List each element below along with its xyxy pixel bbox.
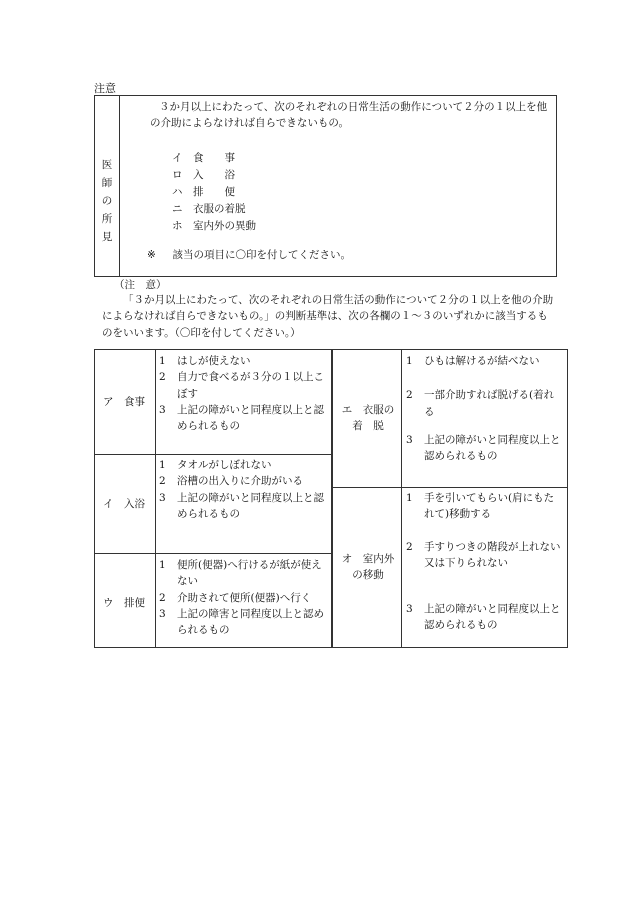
criteria-cell-movement <box>406 490 564 634</box>
category-bath: イ 入浴 <box>103 498 145 510</box>
criteria-item[interactable] <box>159 369 327 402</box>
criteria-cell-bath <box>159 457 327 522</box>
criteria-text: 便所(便器)へ行けるが紙が使えない <box>177 559 322 588</box>
criteria-num: 3 <box>406 603 413 616</box>
criteria-text: 浴槽の出入りに介助がいる <box>177 475 303 488</box>
criteria-num: 2 <box>159 475 166 488</box>
note-mark: ※ <box>147 249 156 261</box>
activity-item-value: 室内外の異動 <box>193 220 256 232</box>
criteria-num: 1 <box>159 459 166 471</box>
criteria-num: 3 <box>159 607 166 620</box>
table-divider <box>331 350 333 647</box>
side-heading-char: 見 <box>101 231 113 243</box>
criteria-text: 手すりつきの階段が上れない又は下りられない <box>424 540 561 569</box>
criteria-item[interactable] <box>159 473 327 489</box>
criteria-item[interactable] <box>159 606 327 639</box>
activity-item-key: ホ <box>172 220 183 232</box>
criteria-item[interactable] <box>406 353 564 369</box>
criteria-table <box>94 349 568 648</box>
criteria-text: 上記の障がいと同程度以上と認められるもの <box>177 491 324 520</box>
top-notice-label: 注意 <box>94 82 116 95</box>
criteria-num: 3 <box>406 433 413 446</box>
criteria-num: 2 <box>159 371 166 384</box>
criteria-cell-meal <box>159 353 327 434</box>
criteria-text: ひもは解けるが結べない <box>424 355 540 367</box>
criteria-text: 介助されて便所(便器)へ行く <box>177 591 312 604</box>
criteria-item[interactable] <box>159 557 327 590</box>
category-movement <box>338 551 398 584</box>
criteria-item[interactable] <box>406 601 564 634</box>
criteria-item[interactable] <box>406 432 564 465</box>
criteria-text: 上記の障がいと同程度以上と認められるもの <box>424 433 561 463</box>
criteria-item[interactable] <box>406 387 564 420</box>
table-divider <box>95 454 332 455</box>
criteria-text: はしが使えない <box>177 355 251 367</box>
criteria-item[interactable] <box>159 457 327 473</box>
side-heading-char: 医 <box>101 159 113 171</box>
category-meal: ア 食事 <box>103 396 145 408</box>
activity-item-key: ロ <box>172 169 183 181</box>
doctor-opinion-heading <box>100 156 114 246</box>
criteria-text: 上記の障がいと同程度以上と認められるもの <box>424 603 561 632</box>
side-heading-char: の <box>101 195 113 207</box>
notice-paragraph: 「３か月以上にわたって、次のそれぞれの日常生活の動作について２分の１以上を他の介助によらなければ自らできないもの。」の判断基準は、次の各欄の１～３のいずれかに該当するものをいいます。（〇印を付してください。） <box>102 294 554 339</box>
criteria-item[interactable] <box>159 590 327 606</box>
notice-heading: （注 意） <box>114 279 167 291</box>
criteria-text: 一部介助すれば脱げる(着れる <box>424 389 555 418</box>
category-toilet: ウ 排便 <box>103 597 145 609</box>
category-line: の移動 <box>352 569 384 582</box>
criteria-paragraph: ３か月以上にわたって、次のそれぞれの日常生活の動作について２分の１以上を他の介助によらなければ自らできないもの。 <box>150 101 548 130</box>
doctor-opinion-side-column <box>95 96 120 276</box>
side-heading-char: 師 <box>101 177 113 189</box>
circle-instruction <box>147 247 351 263</box>
activity-item[interactable] <box>172 201 283 218</box>
activity-item-key: ハ <box>172 186 183 198</box>
criteria-item[interactable] <box>406 490 564 523</box>
criteria-text: 上記の障害と同程度以上と認められるもの <box>177 607 324 637</box>
criteria-num: 1 <box>406 492 413 504</box>
criteria-num: 2 <box>159 591 166 604</box>
category-line: エ 衣服の <box>341 404 395 416</box>
activity-item-value: 衣服の着脱 <box>193 203 246 215</box>
category-line: オ 室内外 <box>341 553 395 565</box>
criteria-cell-toilet <box>159 557 327 638</box>
criteria-item[interactable] <box>159 402 327 435</box>
criteria-text: 手を引いてもらい(肩にもたれて)移動する <box>424 492 555 521</box>
table-divider <box>155 350 156 647</box>
activity-item-key: イ <box>172 152 183 164</box>
note-text: 該当の項目に〇印を付してください。 <box>172 249 351 261</box>
criteria-item[interactable] <box>159 490 327 523</box>
table-divider <box>332 487 567 488</box>
criteria-text: 自力で食べるが３分の１以上こぼす <box>177 371 324 400</box>
activity-item-value: 排 便 <box>193 186 235 198</box>
criteria-text: タオルがしぼれない <box>177 459 272 471</box>
category-line: 着 脱 <box>352 420 384 433</box>
criteria-item[interactable] <box>406 539 564 572</box>
activity-item-value: 食 事 <box>193 152 235 164</box>
criteria-num: 1 <box>159 355 166 367</box>
criteria-cell-dressing <box>406 353 564 464</box>
criteria-num: 2 <box>406 540 413 553</box>
criteria-num: 1 <box>159 559 166 571</box>
activity-item[interactable] <box>172 150 283 167</box>
activity-item[interactable] <box>172 218 283 235</box>
table-divider <box>401 350 402 647</box>
activity-item-value: 入 浴 <box>193 169 235 181</box>
criteria-num: 3 <box>159 403 166 416</box>
side-heading-char: 所 <box>101 213 113 225</box>
activity-item-list <box>172 150 283 235</box>
criteria-num: 2 <box>406 389 413 402</box>
criteria-num: 1 <box>406 355 413 367</box>
activity-item[interactable] <box>172 184 283 201</box>
activity-item-key: ニ <box>172 203 183 215</box>
category-dressing <box>338 402 398 435</box>
criteria-text: 上記の障がいと同程度以上と認められるもの <box>177 403 324 433</box>
criteria-num: 3 <box>159 491 166 504</box>
table-divider <box>95 553 332 554</box>
criteria-item[interactable] <box>159 353 327 369</box>
activity-item[interactable] <box>172 167 283 184</box>
